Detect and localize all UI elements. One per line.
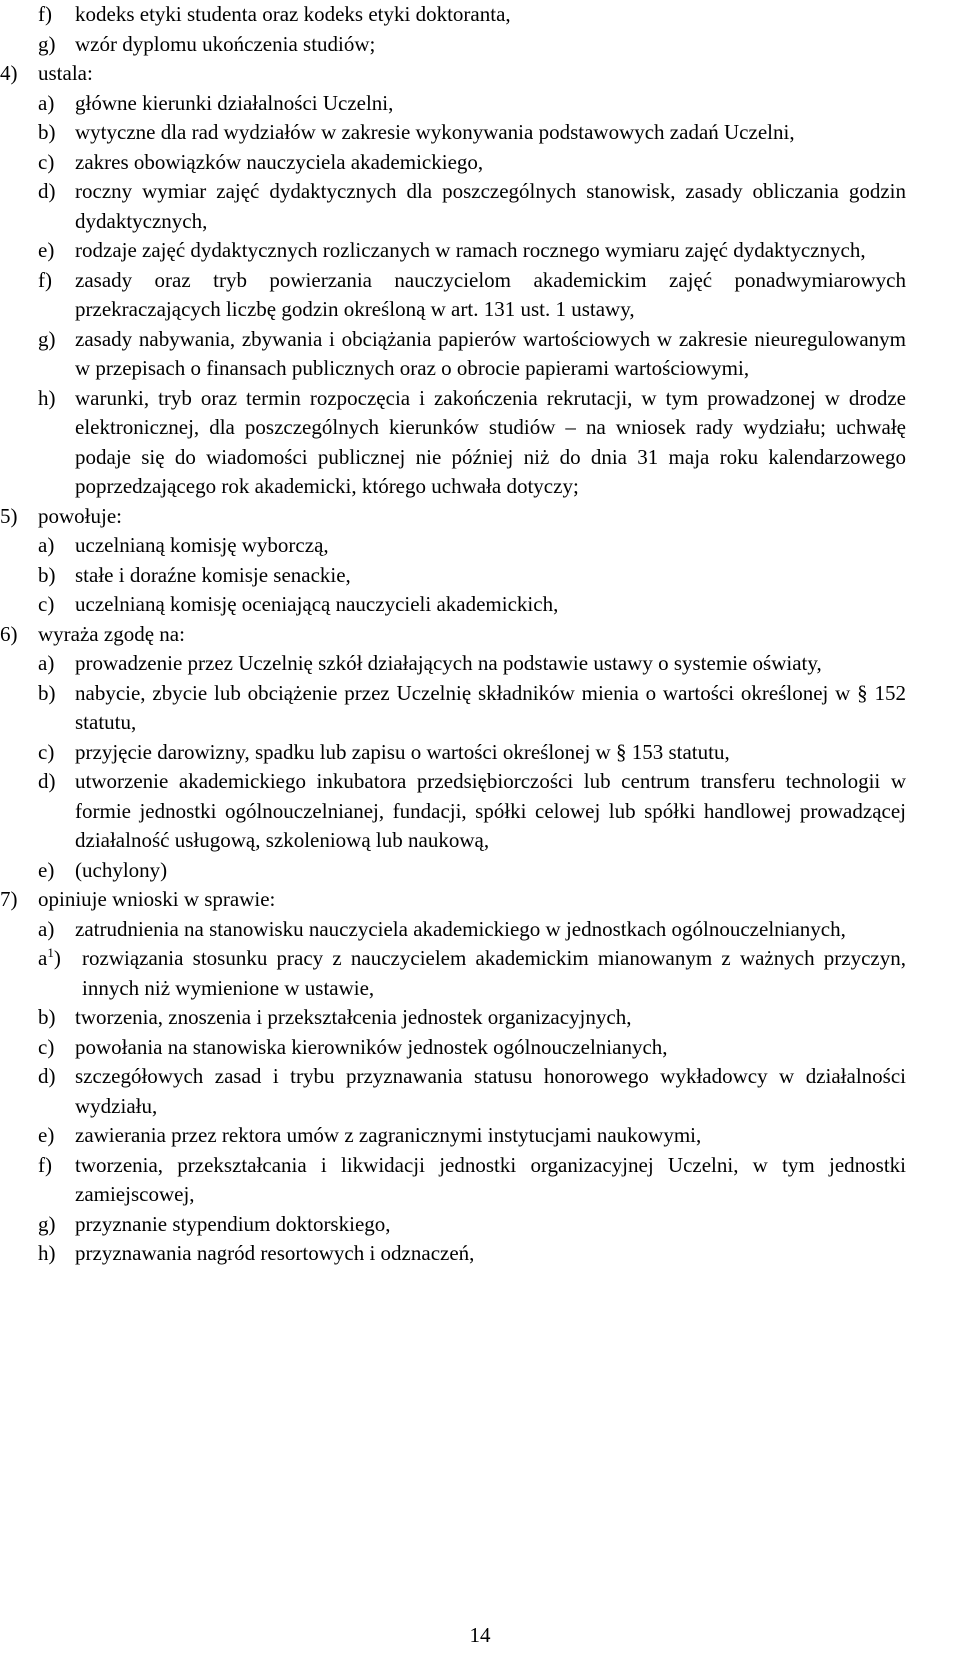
list-item — [0, 236, 960, 266]
list-item — [0, 266, 960, 325]
list-item-label: d) — [38, 179, 56, 203]
list-item-text: uczelnianą komisję oceniającą nauczycieli akademickich, — [75, 592, 559, 616]
list-item-text: utworzenie akademickiego inkubatora przedsiębiorczości lub centrum transferu technologii w formie jednostki ogólnouczelnianej, fundacji, spółki celowej lub spółki handlowej prowadzącej działalność usługową, szkoleniową lub naukową, — [75, 769, 906, 852]
list-item — [0, 1210, 960, 1240]
list-item — [0, 915, 960, 945]
list-item-label: 7) — [0, 887, 18, 911]
list-item-label: f) — [38, 1152, 52, 1177]
list-item-text: rodzaje zajęć dydaktycznych rozliczanych w ramach rocznego wymiaru zajęć dydaktycznych, — [75, 238, 866, 262]
list-item-text: zasady nabywania, zbywania i obciążania papierów wartościowych w zakresie nieuregulowanym w przepisach o finansach publicznych oraz o obrocie papierami wartościowymi, — [75, 326, 906, 380]
list-item — [0, 1239, 960, 1269]
list-item-label: d) — [38, 1064, 56, 1088]
list-item — [0, 0, 960, 30]
list-item-text: wzór dyplomu ukończenia studiów; — [75, 31, 376, 56]
list-item — [0, 649, 960, 679]
list-item-label: b) — [38, 680, 56, 705]
list-item-label: b) — [38, 120, 56, 144]
list-item-text: uczelnianą komisję wyborczą, — [75, 533, 329, 557]
list-item-label: h) — [38, 385, 56, 410]
list-item-text: główne kierunki działalności Uczelni, — [75, 90, 394, 115]
list-item-section — [0, 502, 960, 532]
list-item — [0, 118, 960, 148]
list-item-text: zakres obowiązków nauczyciela akademickiego, — [75, 149, 484, 174]
list-item-text: rozwiązania stosunku pracy z nauczycielem akademickim mianowanym z ważnych przyczyn, innych niż wymienione w ustawie, — [82, 946, 906, 1000]
list-item-section — [0, 620, 960, 650]
list-item-label: 6) — [0, 621, 18, 646]
list-item — [0, 1033, 960, 1063]
list-item-text: powołania na stanowiska kierowników jednostek ogólnouczelnianych, — [75, 1034, 668, 1059]
list-item-text: powołuje: — [38, 503, 122, 528]
list-item-label: h) — [38, 1241, 56, 1265]
list-item-text: prowadzenie przez Uczelnię szkół działających na podstawie ustawy o systemie oświaty, — [75, 651, 822, 675]
list-item-label: d) — [38, 769, 56, 793]
list-item — [0, 679, 960, 738]
list-item-text: tworzenia, przekształcania i likwidacji jednostki organizacyjnej Uczelni, w tym jednostki zamiejscowej, — [75, 1152, 906, 1206]
list-item-text: opiniuje wnioski w sprawie: — [38, 887, 276, 911]
list-item — [0, 561, 960, 591]
list-item-label: $a^1$) — [38, 945, 61, 970]
list-item-label: b) — [38, 1005, 56, 1029]
list-item — [0, 1121, 960, 1151]
list-item — [0, 856, 960, 886]
list-item-label: g) — [38, 326, 56, 351]
list-item-text: wyraża zgodę na: — [38, 621, 185, 646]
list-item-label: 4) — [0, 61, 18, 85]
list-item-text: zawierania przez rektora umów z zagranicznymi instytucjami naukowymi, — [75, 1123, 702, 1147]
list-item-label: f) — [38, 2, 52, 26]
list-item-text: tworzenia, znoszenia i przekształcenia jednostek organizacyjnych, — [75, 1005, 632, 1029]
list-item — [0, 384, 960, 502]
list-item-label: c) — [38, 739, 55, 764]
list-item-label: c) — [38, 149, 55, 174]
list-item-text: kodeks etyki studenta oraz kodeks etyki doktoranta, — [75, 2, 511, 26]
list-item-text: stałe i doraźne komisje senackie, — [75, 562, 351, 587]
list-item-label: e) — [38, 857, 55, 882]
list-item-text: (uchylony) — [75, 857, 168, 882]
list-item — [0, 148, 960, 178]
list-item-label: b) — [38, 562, 56, 587]
list-item — [0, 325, 960, 384]
list-item-text: zatrudnienia na stanowisku nauczyciela akademickiego w jednostkach ogólnouczelnianych, — [75, 916, 846, 941]
list-item-text: roczny wymiar zajęć dydaktycznych dla poszczególnych stanowisk, zasady obliczania godzin dydaktycznych, — [75, 179, 906, 233]
list-item — [0, 767, 960, 856]
list-item-section — [0, 885, 960, 915]
list-item — [0, 531, 960, 561]
page-number: 14 — [469, 1623, 491, 1647]
list-item-label: f) — [38, 267, 52, 292]
list-item-text: przyznanie stypendium doktorskiego, — [75, 1211, 391, 1236]
list-item — [0, 30, 960, 60]
list-item — [0, 590, 960, 620]
list-item-label: a) — [38, 916, 55, 941]
list-item-label: c) — [38, 592, 55, 616]
list-item-text: ustala: — [38, 61, 93, 85]
list-item — [0, 89, 960, 119]
list-item-text: warunki, tryb oraz termin rozpoczęcia i zakończenia rekrutacji, w tym prowadzonej w drodze elektronicznej, dla poszczególnych kierunków studiów – na wniosek rady wydziału; uchwałę podaje się do wiadomości publicznej nie później niż do dnia 31 maja roku kalendarzowego poprzedzającego rok akademicki, którego uchwała dotyczy; — [75, 385, 906, 498]
list-item-label: g) — [38, 1211, 56, 1236]
list-item — [0, 177, 960, 236]
list-item — [0, 738, 960, 768]
list-item-label: a) — [38, 651, 55, 675]
list-item-section — [0, 59, 960, 89]
list-item-label: e) — [38, 238, 55, 262]
list-item-text: przyjęcie darowizny, spadku lub zapisu o wartości określonej w § 153 statutu, — [75, 739, 730, 764]
list-item-label: 5) — [0, 503, 18, 528]
list-item-label: c) — [38, 1034, 55, 1059]
list-item-label: e) — [38, 1123, 55, 1147]
superscript-index: 1 — [47, 945, 54, 960]
list-item-text: przyznawania nagród resortowych i odznaczeń, — [75, 1241, 475, 1265]
list-item-text: zasady oraz tryb powierzania nauczycielom akademickim zajęć ponadwymiarowych przekraczających liczbę godzin określoną w art. 131 ust. 1 ustawy, — [75, 267, 906, 321]
list-item-text: szczegółowych zasad i trybu przyznawania statusu honorowego wykładowcy w działalności wydziału, — [75, 1064, 906, 1118]
list-item — [0, 1003, 960, 1033]
list-item-label: a) — [38, 90, 55, 115]
list-item — [0, 944, 960, 1003]
list-item-label: a) — [38, 533, 55, 557]
list-item — [0, 1062, 960, 1121]
list-item-text: wytyczne dla rad wydziałów w zakresie wykonywania podstawowych zadań Uczelni, — [75, 120, 795, 144]
list-item — [0, 1151, 960, 1210]
list-item-label: g) — [38, 31, 56, 56]
list-item-text: nabycie, zbycie lub obciążenie przez Uczelnię składników mienia o wartości określonej w § 152 statutu, — [75, 680, 906, 734]
